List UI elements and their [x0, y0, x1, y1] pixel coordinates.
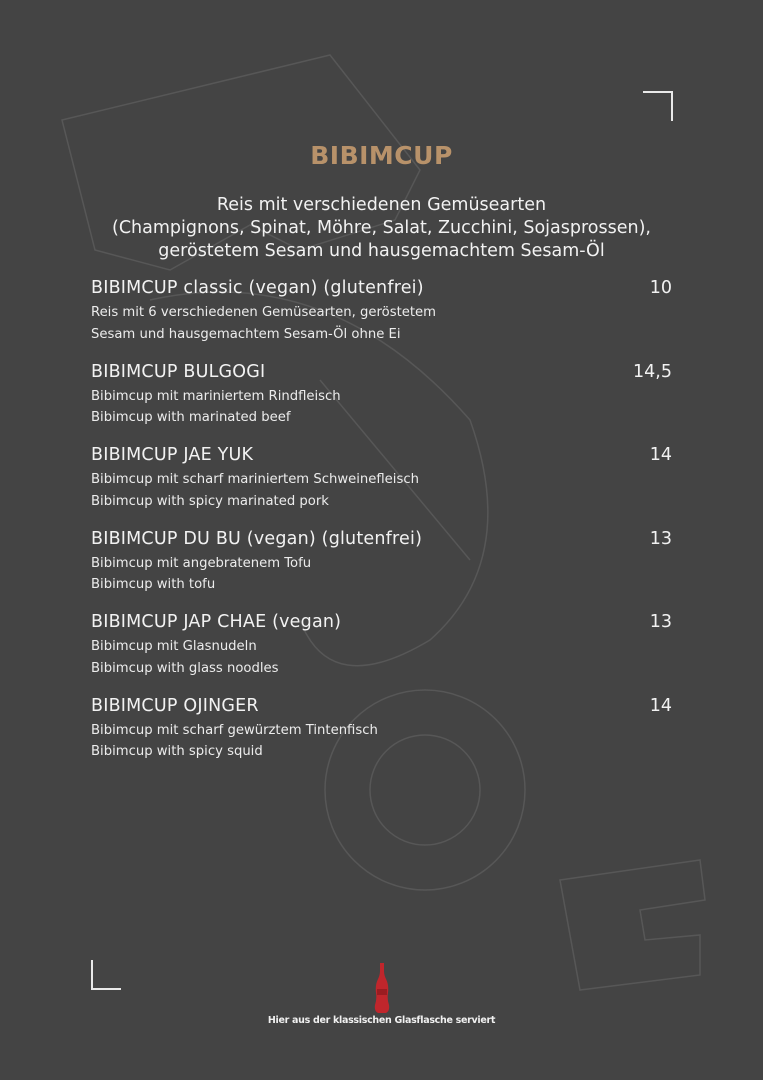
item-name: BIBIMCUP classic (vegan) (glutenfrei) [91, 278, 424, 298]
item-name: BIBIMCUP BULGOGI [91, 361, 266, 382]
item-description: Bibimcup mit scharf gewürztem Tintenfisch [91, 722, 378, 738]
menu-item-jap-chae [91, 612, 672, 696]
menu-item-ojinger [91, 696, 672, 780]
item-name: BIBIMCUP JAE YUK [91, 445, 254, 465]
menu-item-du-bu [91, 529, 672, 613]
footer-note: Hier aus der klassischen Glasflasche serviert [267, 1015, 496, 1026]
item-name: BIBIMCUP DU BU (vegan) (glutenfrei) [91, 528, 423, 549]
item-description: Bibimcup mit scharf mariniertem Schweinefleisch [91, 472, 419, 487]
intro-text [60, 194, 703, 263]
item-description: Bibimcup with marinated beef [91, 410, 291, 425]
item-name: BIBIMCUP JAP CHAE (vegan) [91, 612, 342, 632]
item-description: Bibimcup mit mariniertem Rindfleisch [91, 388, 341, 404]
glass-bottle-icon [372, 963, 392, 1013]
item-description: Bibimcup with spicy marinated pork [91, 493, 329, 509]
item-description: Bibimcup with glass noodles [91, 660, 279, 676]
intro-line: geröstetem Sesam und hausgemachtem Sesam-Öl [158, 241, 605, 261]
item-price: 14,5 [633, 361, 672, 382]
item-price: 10 [649, 278, 672, 298]
item-description: Bibimcup with spicy squid [91, 744, 263, 759]
menu-item-jae-yuk [91, 445, 672, 529]
item-description: Bibimcup with tofu [91, 577, 216, 592]
corner-mark-top-right [643, 91, 673, 121]
item-name: BIBIMCUP OJINGER [91, 695, 259, 716]
item-description: Bibimcup mit angebratenem Tofu [91, 555, 312, 571]
item-price: 14 [649, 695, 672, 716]
menu-list [91, 278, 672, 779]
item-description: Reis mit 6 verschiedenen Gemüsearten, geröstetem [91, 305, 436, 320]
intro-line: Reis mit verschiedenen Gemüsearten [216, 195, 547, 215]
corner-mark-bottom-left [91, 960, 121, 990]
item-description: Sesam und hausgemachtem Sesam-Öl ohne Ei [91, 326, 401, 342]
item-description: Bibimcup mit Glasnudeln [91, 639, 257, 654]
item-price: 13 [649, 528, 672, 549]
page-title: BIBIMCUP [310, 141, 453, 170]
item-price: 14 [649, 445, 672, 465]
intro-line: (Champignons, Spinat, Möhre, Salat, Zucchini, Sojasprossen), [112, 218, 651, 238]
menu-item-bulgogi [91, 362, 672, 446]
menu-item-classic [91, 278, 672, 362]
item-price: 13 [649, 612, 672, 632]
